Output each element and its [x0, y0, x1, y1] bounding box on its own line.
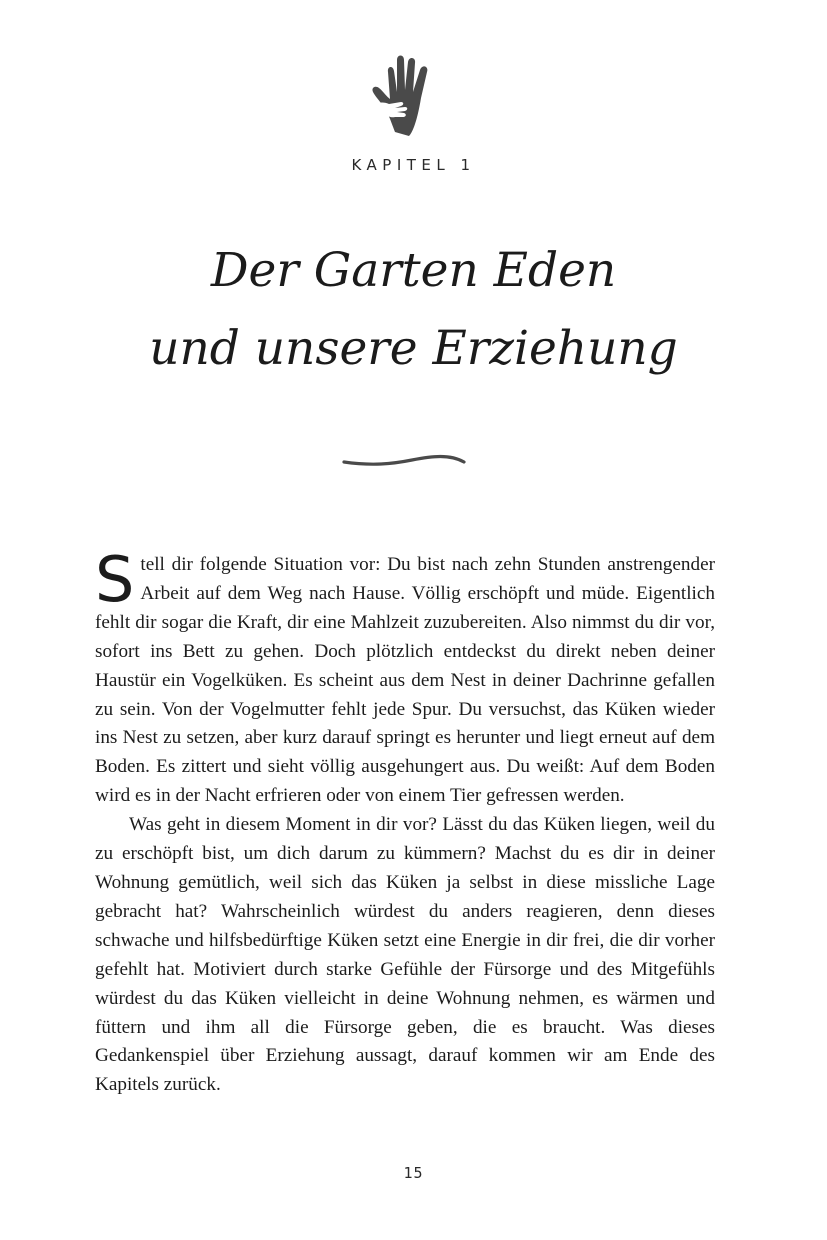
paragraph-1-text: tell dir folgende Situation vor: Du bist nach zehn Stunden anstrengender Arbeit auf dem Weg nach Hause. Völlig erschöpft und müde. Eigentlich fehlt dir sogar die Kraft, dir eine Mahlzeit zuzubereiten. Also nimmst du dir vor, sofort ins Bett zu gehen. Doch plötzlich entdeckst du direkt neben deiner Haustür ein Vogelküken. Es scheint aus dem Nest in deiner Dachrinne gefallen zu sein. Von der Vogelmutter fehlt jede Spur. Du versuchst, das Küken wieder ins Nest zu setzen, aber kurz darauf springt es herunter und liegt erneut auf dem Boden. Es zittert und sieht völlig ausgehungert aus. Du weißt: Auf dem Boden wird es in der Nacht erfrieren oder von einem Tier gefressen werden. — [95, 554, 715, 807]
chapter-title-line-2: und unsere Erziehung — [149, 321, 678, 376]
chapter-body — [95, 543, 715, 1100]
drop-cap: S — [95, 543, 135, 616]
chapter-title — [60, 232, 767, 388]
paragraph-1 — [95, 543, 715, 811]
paragraph-2: Was geht in diesem Moment in dir vor? Lässt du das Küken liegen, weil du zu erschöpft bist, um dich darum zu kümmern? Machst du es dir in deiner Wohnung gemütlich, weil sich das Küken ja selbst in diese missliche Lage gebracht hat? Wahrscheinlich würdest du anders reagieren, denn dieses schwache und hilfsbedürftige Küken setzt eine Energie in dir frei, die dir vorher gefehlt hat. Motiviert durch starke Gefühle der Fürsorge und des Mitgefühls würdest du das Küken vielleicht in deine Wohnung nehmen, es wärmen und füttern und ihm all die Fürsorge geben, die es braucht. Was dieses Gedankenspiel über Erziehung aussagt, darauf kommen wir am Ende des Kapitels zurück. — [95, 814, 715, 1096]
hand-holding-small-hand-icon — [371, 52, 437, 136]
wave-divider-icon — [342, 450, 466, 470]
chapter-title-line-1: Der Garten Eden — [210, 243, 617, 298]
chapter-label: KAPITEL 1 — [351, 156, 476, 174]
page-number: 15 — [403, 1164, 424, 1182]
